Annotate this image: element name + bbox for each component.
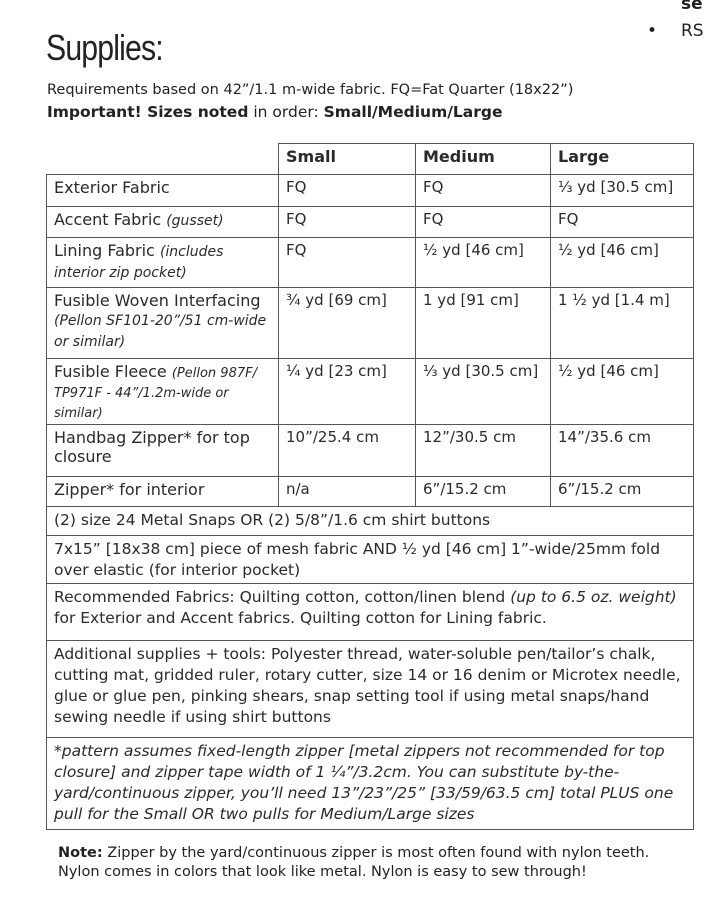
cell-small: FQ: [279, 238, 416, 288]
cell-large: 1 ½ yd [1.4 m]: [551, 288, 694, 359]
cell-small: FQ: [279, 175, 416, 207]
row-label: [47, 207, 279, 238]
cell-large: ½ yd [46 cm]: [551, 359, 694, 425]
row-label-note: (gusset): [166, 213, 224, 229]
row-label: [47, 477, 279, 507]
row-label-text: Exterior Fabric: [54, 178, 170, 197]
cell-small: n/a: [279, 477, 416, 507]
cell-small: FQ: [279, 207, 416, 238]
table-row: [47, 207, 694, 238]
recommended-text-b: (up to 6.5 oz. weight): [510, 588, 677, 606]
cell-medium: ⅓ yd [30.5 cm]: [416, 359, 551, 425]
cell-large: FQ: [551, 207, 694, 238]
cell-large: 14”/35.6 cm: [551, 425, 694, 477]
recommended-text-a: Recommended Fabrics: Quilting cotton, cotton/linen blend: [54, 588, 511, 606]
cell-medium: FQ: [416, 207, 551, 238]
cell-large: ½ yd [46 cm]: [551, 238, 694, 288]
row-label: [47, 175, 279, 207]
note-text: Zipper by the yard/continuous zipper is most often found with nylon teeth. Nylon comes in colors that look like metal. Nylon is easy to sew through!: [58, 845, 650, 880]
row-label-text: Lining Fabric: [54, 241, 160, 260]
important-sizes: Small/Medium/Large: [323, 103, 503, 121]
cell-medium: FQ: [416, 175, 551, 207]
row-label-note: (includes interior zip pocket): [54, 244, 224, 281]
snaps-row: (2) size 24 Metal Snaps OR (2) 5/8”/1.6 cm shirt buttons: [47, 507, 694, 536]
recommended-row: [47, 584, 694, 641]
table-row: [47, 359, 694, 425]
supplies-table: [46, 143, 694, 830]
header-large: Large: [551, 144, 694, 175]
row-label-text: Fusible Woven Interfacing: [54, 291, 261, 310]
table-row: [47, 425, 694, 477]
corner-bullet: •: [647, 21, 658, 41]
corner-text-bottom: RS: [681, 21, 704, 41]
table-row: [47, 238, 694, 288]
cell-medium: 12”/30.5 cm: [416, 425, 551, 477]
row-label: [47, 359, 279, 425]
row-label-text: Handbag Zipper* for top closure: [54, 428, 250, 466]
cell-large: 6”/15.2 cm: [551, 477, 694, 507]
cell-medium: 1 yd [91 cm]: [416, 288, 551, 359]
table-row: [47, 536, 694, 584]
page-title: Supplies:: [46, 27, 163, 68]
row-label-text: Accent Fabric: [54, 210, 167, 229]
important-mid: in order:: [248, 103, 324, 121]
cell-small: ¼ yd [23 cm]: [279, 359, 416, 425]
cell-small: 10”/25.4 cm: [279, 425, 416, 477]
footnote-row: *pattern assumes fixed-length zipper [metal zippers not recommended for top closure] and zipper tape width of 1 ¼”/3.2cm. You can substitute by-the-yard/continuous zipper, you’ll need 13”/23”/25” [33/59/63.5 cm] total PLUS one pull for the Small OR two pulls for Medium/Large sizes: [47, 738, 694, 830]
header-medium: Medium: [416, 144, 551, 175]
important-note: [47, 102, 502, 122]
requirements-text: Requirements based on 42”/1.1 m-wide fabric. FQ=Fat Quarter (18x22”): [47, 82, 574, 98]
note-label: Note:: [58, 845, 103, 861]
row-label-note: (Pellon 987F/ TP971F - 44”/1.2m-wide or similar): [54, 366, 257, 421]
row-label: [47, 288, 279, 359]
cell-large: ⅓ yd [30.5 cm]: [551, 175, 694, 207]
cell-medium: 6”/15.2 cm: [416, 477, 551, 507]
header-blank: [47, 144, 279, 175]
table-row: [47, 507, 694, 536]
row-label-text: Zipper* for interior: [54, 480, 205, 499]
table-row: [47, 738, 694, 830]
cell-small: ¾ yd [69 cm]: [279, 288, 416, 359]
corner-text-top: se: [681, 0, 703, 14]
table-row: [47, 641, 694, 738]
header-small: Small: [279, 144, 416, 175]
table-row: [47, 288, 694, 359]
row-label-note: (Pellon SF101-20”/51 cm-wide or similar): [54, 313, 267, 350]
row-label: [47, 425, 279, 477]
table-row: [47, 175, 694, 207]
row-label-text: Fusible Fleece: [54, 362, 172, 381]
bottom-note: [58, 844, 688, 882]
additional-row: Additional supplies + tools: Polyester thread, water-soluble pen/tailor’s chalk, cutting mat, gridded ruler, rotary cutter, size 14 or 16 denim or Microtex needle, glue or glue pen, pinking shears, snap setting tool if using metal snaps/hand sewing needle if using shirt buttons: [47, 641, 694, 738]
table-row: [47, 584, 694, 641]
row-label: [47, 238, 279, 288]
cell-medium: ½ yd [46 cm]: [416, 238, 551, 288]
recommended-text-c: for Exterior and Accent fabrics. Quilting cotton for Lining fabric.: [54, 609, 547, 627]
table-row: [47, 477, 694, 507]
mesh-row: 7x15” [18x38 cm] piece of mesh fabric AND ½ yd [46 cm] 1”-wide/25mm fold over elastic (for interior pocket): [47, 536, 694, 584]
important-bold: Important! Sizes noted: [47, 103, 249, 121]
table-header-row: [47, 144, 694, 175]
